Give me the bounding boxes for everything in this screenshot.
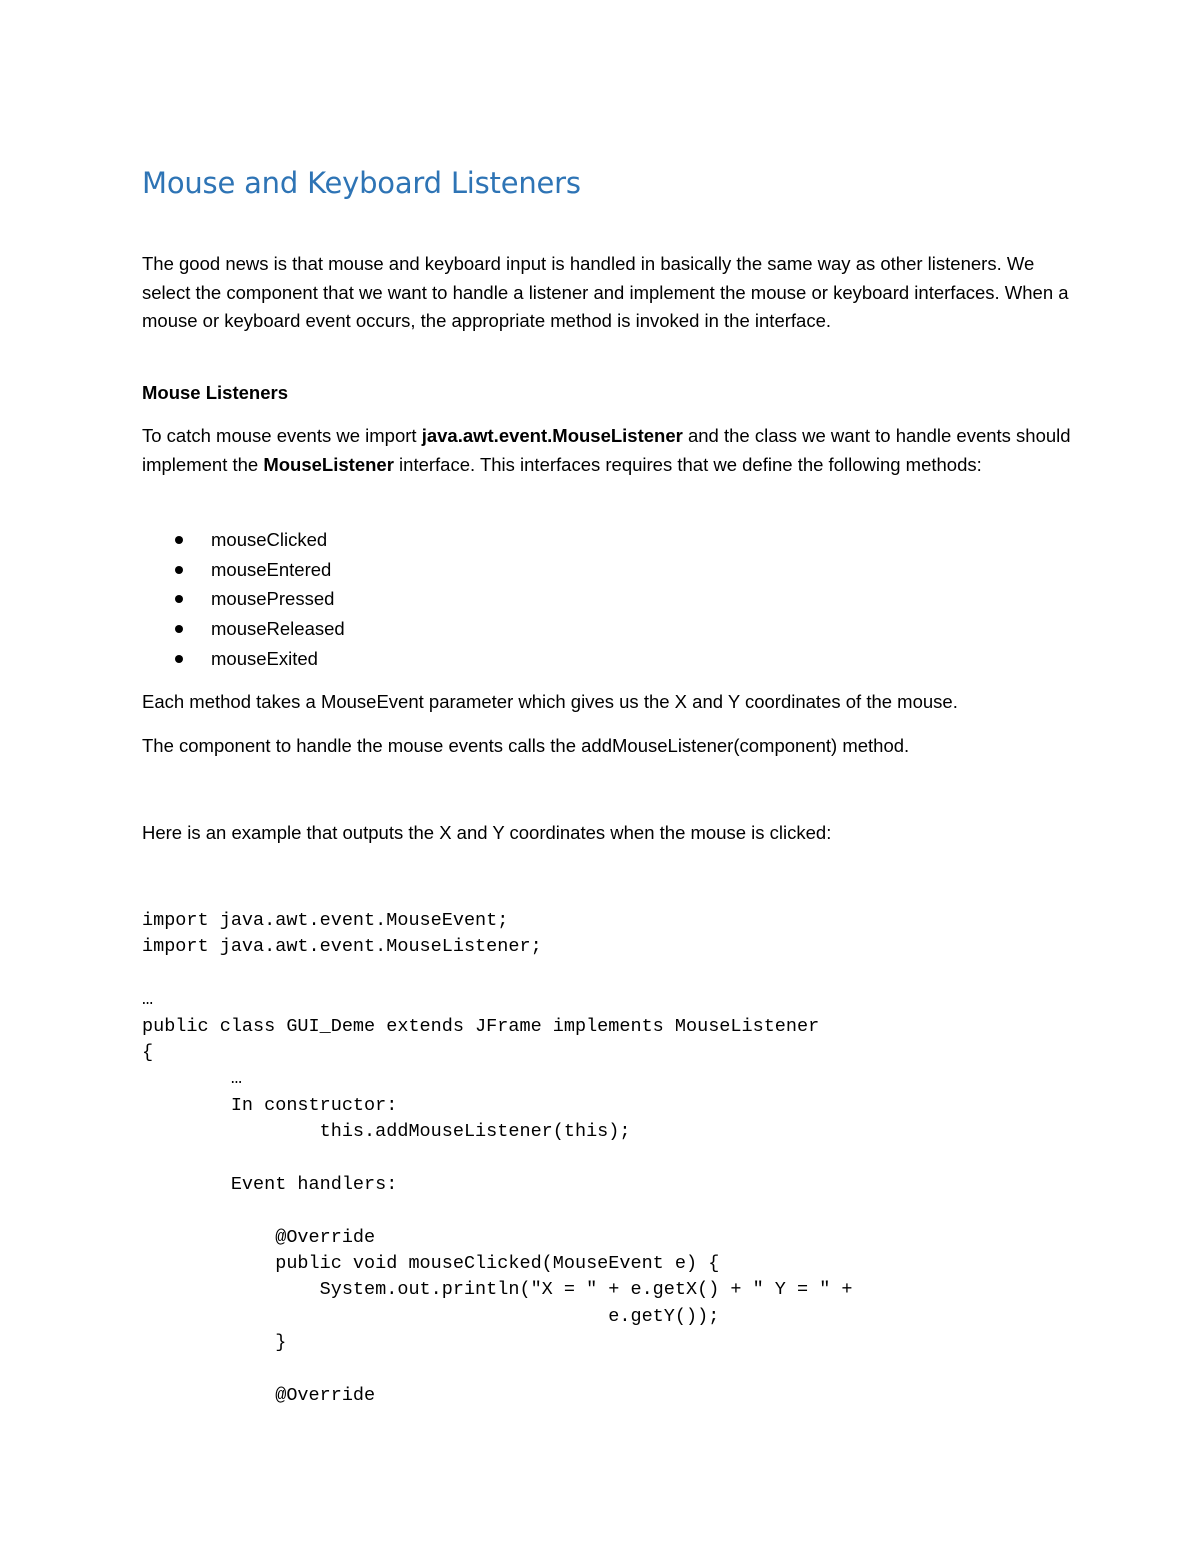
list-item [142, 644, 345, 674]
code-line [142, 1146, 853, 1172]
component-paragraph: The component to handle the mouse events calls the addMouseListener(component) method. [142, 735, 910, 756]
bullet-icon [175, 536, 183, 544]
bullet-icon [175, 566, 183, 574]
code-line: In constructor: [142, 1094, 398, 1116]
code-line: @Override [142, 1385, 376, 1407]
code-line [142, 1198, 853, 1224]
catch-text-2: and the class we want to handle events should implement the [142, 425, 1071, 475]
code-line: public void mouseClicked(MouseEvent e) { [142, 1253, 720, 1275]
each-method-paragraph: Each method takes a MouseEvent parameter which gives us the X and Y coordinates of the mouse. [142, 691, 958, 712]
code-line: public class GUI_Deme extends JFrame implements MouseListener [142, 1015, 820, 1037]
catch-text-3: interface. This interfaces requires that we define the following methods: [393, 453, 982, 475]
bullet-icon [175, 625, 183, 633]
import-name: java.awt.event.MouseListener [421, 425, 683, 446]
code-line [142, 961, 853, 987]
page-title: Mouse and Keyboard Listeners [142, 166, 581, 200]
code-line: … [142, 989, 154, 1011]
code-line: import java.awt.event.MouseEvent; [142, 910, 509, 931]
example-intro-paragraph: Here is an example that outputs the X and Y coordinates when the mouse is clicked: [142, 822, 832, 843]
methods-list [142, 525, 345, 673]
method-name: mouseEntered [211, 558, 332, 580]
code-line: import java.awt.event.MouseListener; [142, 936, 542, 958]
method-name: mouseExited [211, 647, 318, 669]
code-line: … [142, 1068, 242, 1090]
code-line: @Override [142, 1226, 376, 1248]
code-line: System.out.println("X = " + e.getX() + " Y = " + [142, 1279, 853, 1301]
method-name: mousePressed [211, 588, 335, 610]
list-item [142, 614, 345, 644]
bullet-icon [175, 655, 183, 663]
interface-name: MouseListener [263, 453, 394, 475]
bullet-icon [175, 595, 183, 603]
list-item [142, 525, 345, 555]
code-line: e.getY()); [142, 1305, 720, 1327]
method-name: mouseReleased [211, 618, 345, 640]
method-name: mouseClicked [211, 529, 328, 550]
catch-events-paragraph [142, 422, 1072, 479]
list-item [142, 584, 345, 614]
code-line [142, 1357, 853, 1383]
code-line: { [142, 1041, 154, 1063]
intro-paragraph: The good news is that mouse and keyboard input is handled in basically the same way as other listeners. We select the component that we want to handle a listener and implement the mouse or keyboard interfaces. When a mouse or keyboard event occurs, the appropriate method is invoked in the interface. [142, 253, 1069, 331]
code-block [142, 908, 853, 1409]
list-item [142, 555, 345, 585]
code-line: this.addMouseListener(this); [142, 1121, 631, 1143]
catch-text-1: To catch mouse events we import [142, 425, 422, 446]
code-line: } [142, 1332, 287, 1354]
section-heading-mouse-listeners: Mouse Listeners [142, 382, 288, 403]
code-line: Event handlers: [142, 1173, 398, 1195]
